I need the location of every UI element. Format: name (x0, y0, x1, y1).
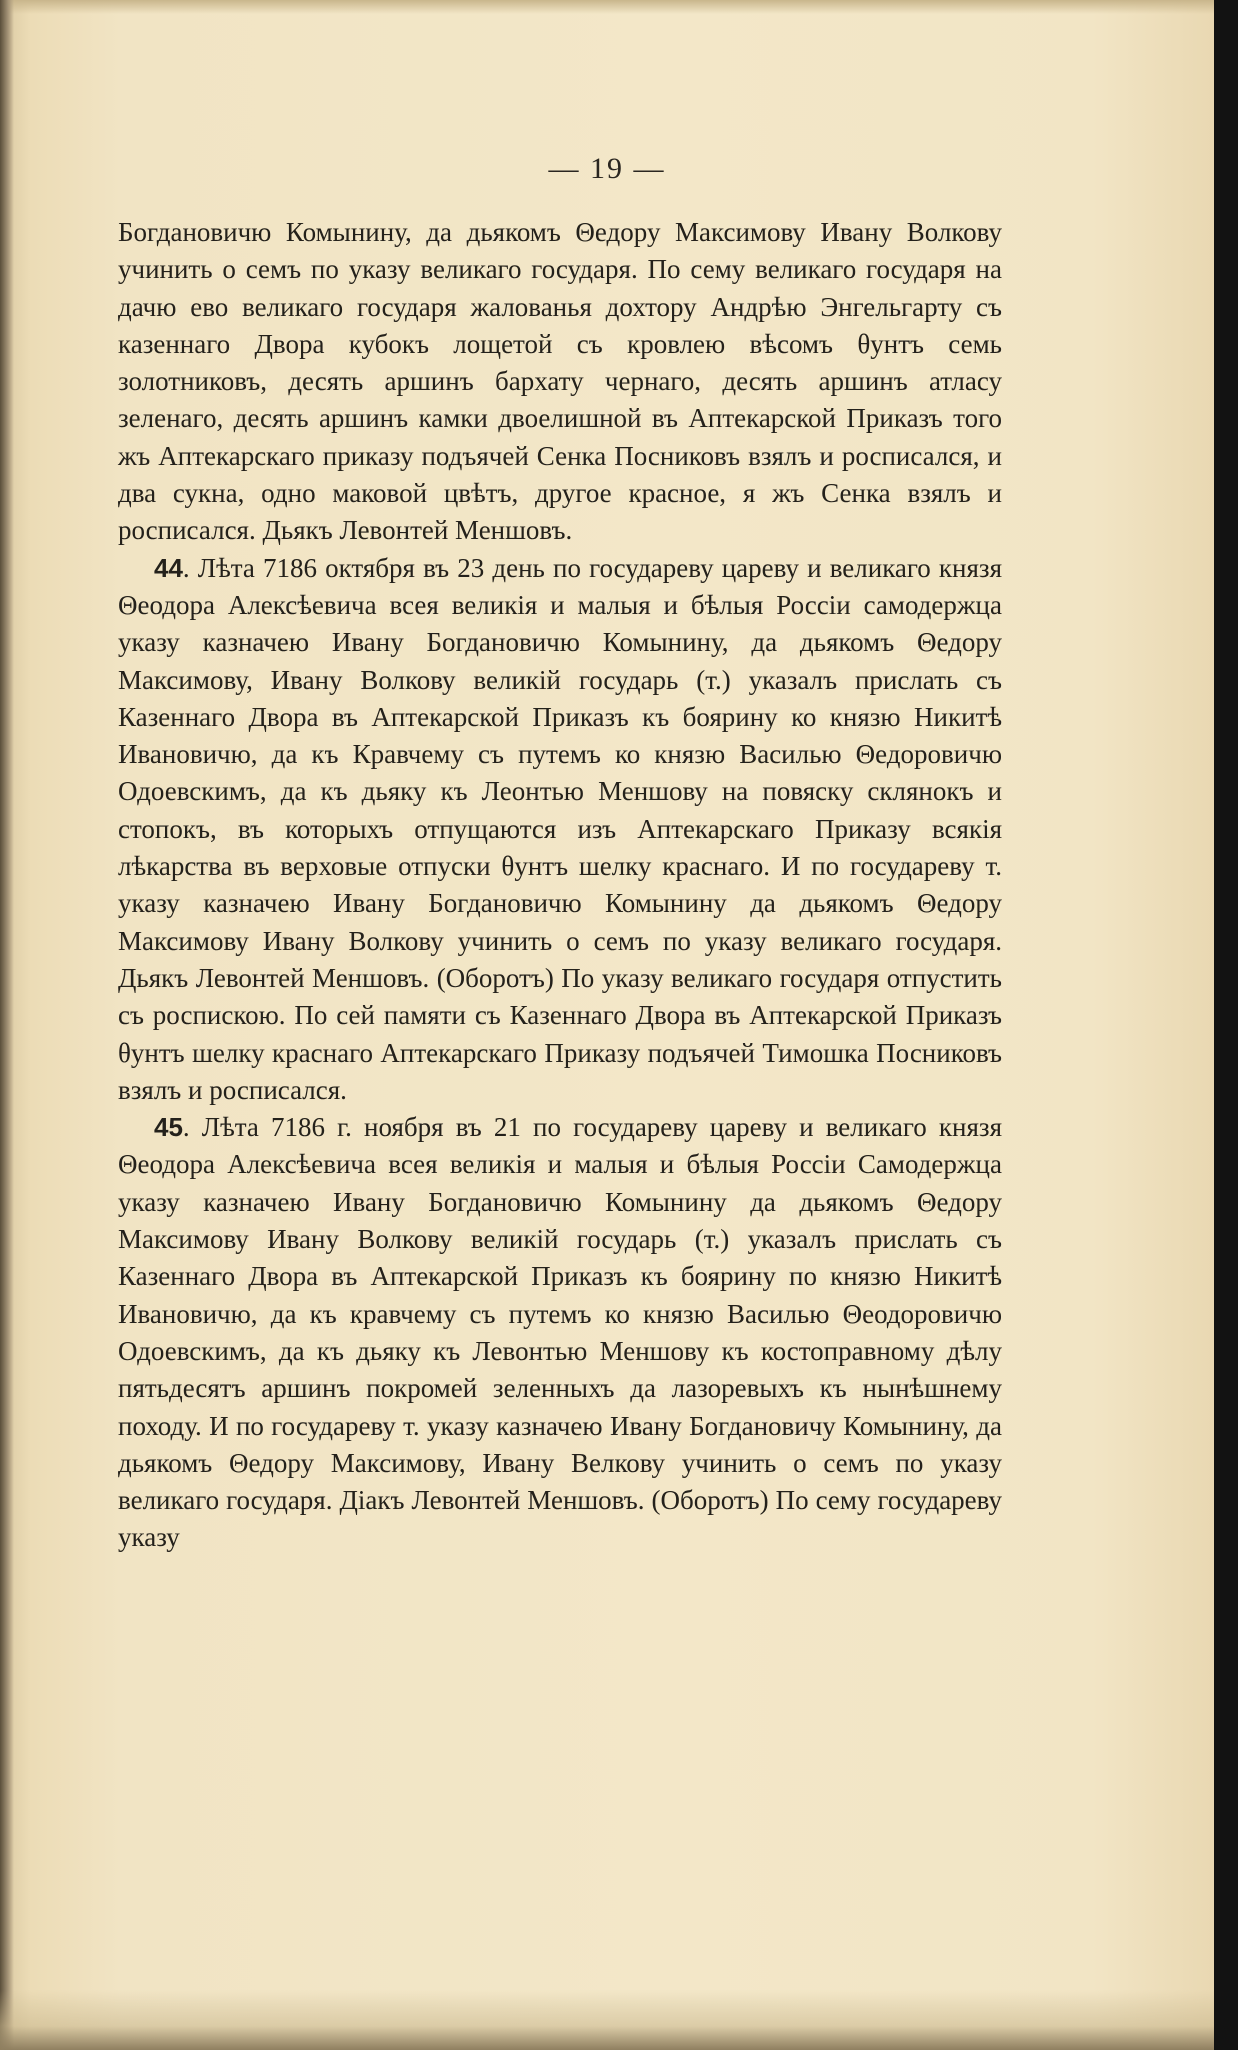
paragraph-entry-45 (118, 1109, 1002, 1557)
paragraph-continued (118, 214, 1002, 550)
entry-number: 44 (154, 552, 183, 583)
page-body-text (118, 214, 1002, 1557)
page-number: — 19 — (548, 152, 666, 185)
entry-number: 45 (154, 1112, 183, 1143)
paragraph-text: . Лѣта 7186 октября въ 23 день по государеву цареву и великаго князя Θеодора Алексѣевича всея великія и малыя и бѣлыя Россіи самодержца указу казначею Ивану Богдановичю Комынину, да дьякомъ Θедору Максимову, Ивану Волкову великій государь (т.) указалъ прислать съ Казеннаго Двора въ Аптекарской Приказъ къ боярину ко князю Никитѣ Ивановичю, да къ Кравчему съ путемъ ко князю Василью Θедоровичю Одоевскимъ, да къ дьяку къ Леонтью Меншову на повяску склянокъ и стопокъ, въ которыхъ отпущаются изъ Аптекарскаго Приказу всякія лѣкарства въ верховые отпуски θунтъ шелку краснаго. И по государеву т. указу казначею Ивану Богдановичю Комынину да дьякомъ Θедору Максимову Ивану Волкову учинить о семъ по указу великаго государя. Дьякъ Левонтей Меншовъ. (Оборотъ) По указу великаго государя отпустить съ роспискою. По сей памяти съ Казеннаго Двора въ Аптекарской Приказъ θунтъ шелку краснаго Аптекарскаго Приказу подъячей Тимошка Посниковъ взялъ и росписался. (118, 552, 1002, 1105)
paragraph-text: . Лѣта 7186 г. ноября въ 21 по государеву цареву и великаго князя Θеодора Алексѣевича всея великія и малыя и бѣлыя Россіи Самодержца указу казначею Ивану Богдановичю Комынину да дьякомъ Θедору Максимову Ивану Волкову великій государь (т.) указалъ прислать съ Казеннаго Двора въ Аптекарской Приказъ къ боярину по князю Никитѣ Ивановичю, да къ кравчему съ путемъ ко князю Василью Θеодоровичю Одоевскимъ, да къ дьяку къ Левонтью Меншову къ костоправному дѣлу пятьдесятъ аршинъ покромей зеленныхъ да лазоревыхъ къ нынѣшнему походу. И по государеву т. указу казначею Ивану Богдановичу Комынину, да дьякомъ Θедору Максимову, Ивану Велкову учинить о семъ по указу великаго государя. Діакъ Левонтей Меншовъ. (Оборотъ) По сему государеву указу (118, 1112, 1002, 1553)
paragraph-entry-44 (118, 550, 1002, 1109)
paragraph-text: Богдановичю Комынину, да дьякомъ Θедору Максимову Ивану Волкову учинить о семъ по указу великаго государя. По сему великаго государя на дачю ево великаго государя жалованья дохтору Андрѣю Энгельгарту съ казеннаго Двора кубокъ лощетой съ кровлею вѣсомъ θунтъ семь золотниковъ, десять аршинъ бархату чернаго, десять аршинъ атласу зеленаго, десять аршинъ камки двоелишной въ Аптекарской Приказъ того жъ Аптекарскаго приказу подъячей Сенка Посниковъ взялъ и росписался, и два сукна, одно маковой цвѣтъ, другое красное, я жъ Сенка взялъ и росписался. Дьякъ Левонтей Меншовъ. (118, 217, 1002, 546)
page-binding-edge (0, 0, 14, 2050)
